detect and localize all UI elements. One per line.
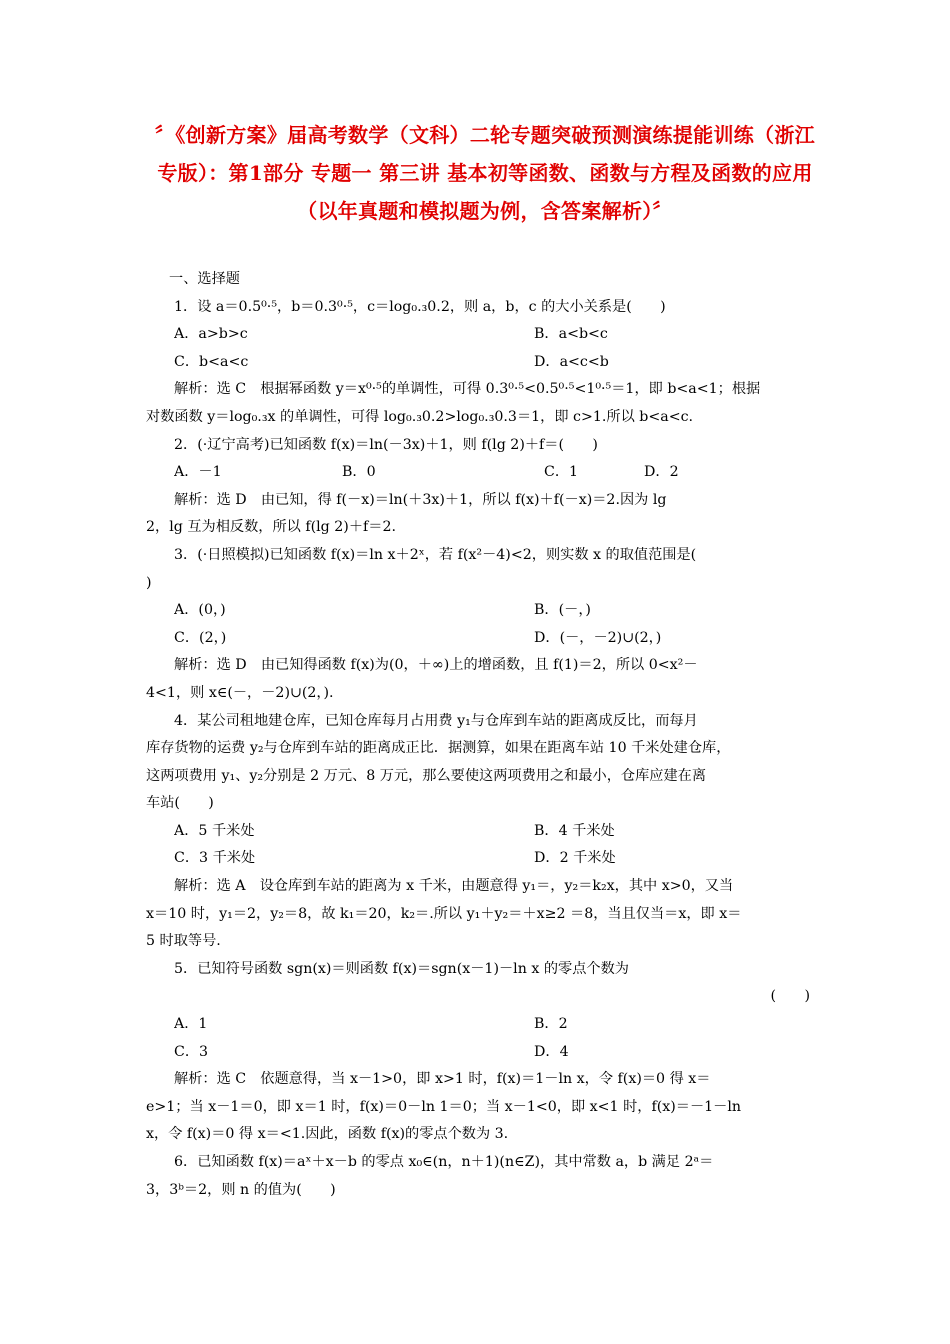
question-3-options-cd xyxy=(174,625,810,653)
answer-5-line-1: 解析：选 C 依题意得，当 x－1>0，即 x>1 时，f(x)＝1－ln x，令 f(x)＝0 得 x＝ xyxy=(174,1071,711,1088)
option-c: C．1 xyxy=(544,464,579,481)
answer-4-line-1: 解析：选 A 设仓库到车站的距离为 x 千米，由题意得 y₁＝，y₂＝k₂x，其中 x>0，又当 xyxy=(174,878,734,895)
question-4-stem-line-3: 这两项费用 y₁、y₂分别是 2 万元、8 万元，那么要使这两项费用之和最小，仓库应建在离 xyxy=(146,767,707,784)
option-b: B．4 千米处 xyxy=(534,822,615,839)
question-4-options-cd xyxy=(174,845,810,873)
question-1-options-ab xyxy=(174,321,810,349)
answer-4-line-3: 5 时取等号. xyxy=(146,933,221,950)
option-d: D．2 xyxy=(644,464,679,481)
question-5-options-ab xyxy=(174,1011,810,1039)
option-d: D．4 xyxy=(534,1043,569,1060)
answer-5-line-2: e>1；当 x－1＝0，即 x＝1 时，f(x)＝0－ln 1＝0；当 x－1<0，即 x<1 时，f(x)＝－1－ln xyxy=(146,1098,742,1115)
option-a: A．(0，) xyxy=(174,602,226,619)
option-a: A．1 xyxy=(174,1016,208,1033)
option-d: D．2 千米处 xyxy=(534,850,616,867)
question-4-stem-line-1: 4．某公司租地建仓库，已知仓库每月占用费 y₁与仓库到车站的距离成反比，而每月 xyxy=(174,712,698,729)
question-4-stem-line-2: 库存货物的运费 y₂与仓库到车站的距离成正比．据测算，如果在距离车站 10 千米处建仓库， xyxy=(146,740,731,757)
option-c: C．(2，) xyxy=(174,629,227,646)
answer-2-line-1: 解析：选 D 由已知，得 f(－x)＝ln(＋3x)＋1，所以 f(x)＋f(－x)＝2.因为 lg xyxy=(174,491,667,508)
answer-3-line-1: 解析：选 D 由已知得函数 f(x)为(0，＋∞)上的增函数，且 f(1)＝2，所以 0<x²－ xyxy=(174,657,698,674)
option-b: B．a<b<c xyxy=(534,326,608,343)
option-b: B．2 xyxy=(534,1016,568,1033)
question-3-stem-line-2: ) xyxy=(146,574,152,591)
question-1-stem: 1．设 a＝0.5⁰·⁵，b＝0.3⁰·⁵，c＝log₀.₃0.2，则 a，b，c 的大小关系是( ) xyxy=(174,298,666,315)
question-4-stem-line-4: 车站( ) xyxy=(146,795,214,812)
question-4-options-ab xyxy=(174,818,810,846)
option-d: D．a<c<b xyxy=(534,353,609,370)
document-body xyxy=(146,266,810,1204)
section-heading: 一、选择题 xyxy=(169,271,240,287)
question-5-stem: 5．已知符号函数 sgn(x)＝则函数 f(x)＝sgn(x－1)－ln x 的零点个数为 xyxy=(174,960,629,977)
option-b: B．0 xyxy=(342,464,376,481)
option-c: C．3 xyxy=(174,1043,209,1060)
question-3-options-ab xyxy=(174,597,810,625)
question-2-options xyxy=(174,459,810,487)
option-a: A．－1 xyxy=(174,464,222,481)
answer-2-line-2: 2，lg 互为相反数，所以 f(lg 2)＋f＝2. xyxy=(146,519,396,536)
answer-5-line-3: x，令 f(x)＝0 得 x＝<1.因此，函数 f(x)的零点个数为 3. xyxy=(146,1126,509,1143)
document-title: 〞《创新方案》届高考数学（文科）二轮专题突破预测演练提能训练（浙江专版）：第1部分 专题一 第三讲 基本初等函数、函数与方程及函数的应用 （以年真题和模拟题为例，含答案解析）〞 xyxy=(155,123,815,223)
option-c: C．3 千米处 xyxy=(174,850,256,867)
option-c: C．b<a<c xyxy=(174,353,249,370)
option-a: A．a>b>c xyxy=(174,326,248,343)
question-3-stem-line-1: 3．(·日照模拟)已知函数 f(x)＝ln x＋2ˣ，若 f(x²－4)<2，则实数 x 的取值范围是( xyxy=(174,546,697,563)
answer-4-line-2: x＝10 时，y₁＝2，y₂＝8，故 k₁＝20，k₂＝.所以 y₁＋y₂＝＋x≥2 ＝8，当且仅当＝x，即 x＝ xyxy=(146,905,742,922)
question-1-options-cd xyxy=(174,349,810,377)
option-a: A．5 千米处 xyxy=(174,822,255,839)
option-d: D．(－，－2)∪(2，) xyxy=(534,629,662,646)
question-6-stem-line-1: 6．已知函数 f(x)＝aˣ＋x－b 的零点 x₀∈(n，n＋1)(n∈Z)，其中常数 a，b 满足 2ᵃ＝ xyxy=(174,1154,714,1170)
answer-1-line-1: 解析：选 C 根据幂函数 y＝x⁰·⁵的单调性，可得 0.3⁰·⁵<0.5⁰·⁵<1⁰·⁵＝1，即 b<a<1；根据 xyxy=(174,381,761,398)
question-5-paren: ( ) xyxy=(770,988,810,1005)
question-6-stem-line-2: 3，3ᵇ＝2，则 n 的值为( ) xyxy=(146,1181,336,1198)
option-b: B．(－，) xyxy=(534,602,591,619)
answer-3-line-2: 4<1，则 x∈(－，－2)∪(2，). xyxy=(146,684,334,701)
question-5-options-cd xyxy=(174,1039,810,1067)
question-2-stem: 2．(·辽宁高考)已知函数 f(x)＝ln(－3x)＋1，则 f(lg 2)＋f＝( ) xyxy=(174,436,598,453)
answer-1-line-2: 对数函数 y＝log₀.₃x 的单调性，可得 log₀.₃0.2>log₀.₃0.3＝1，即 c>1.所以 b<a<c. xyxy=(146,408,694,425)
